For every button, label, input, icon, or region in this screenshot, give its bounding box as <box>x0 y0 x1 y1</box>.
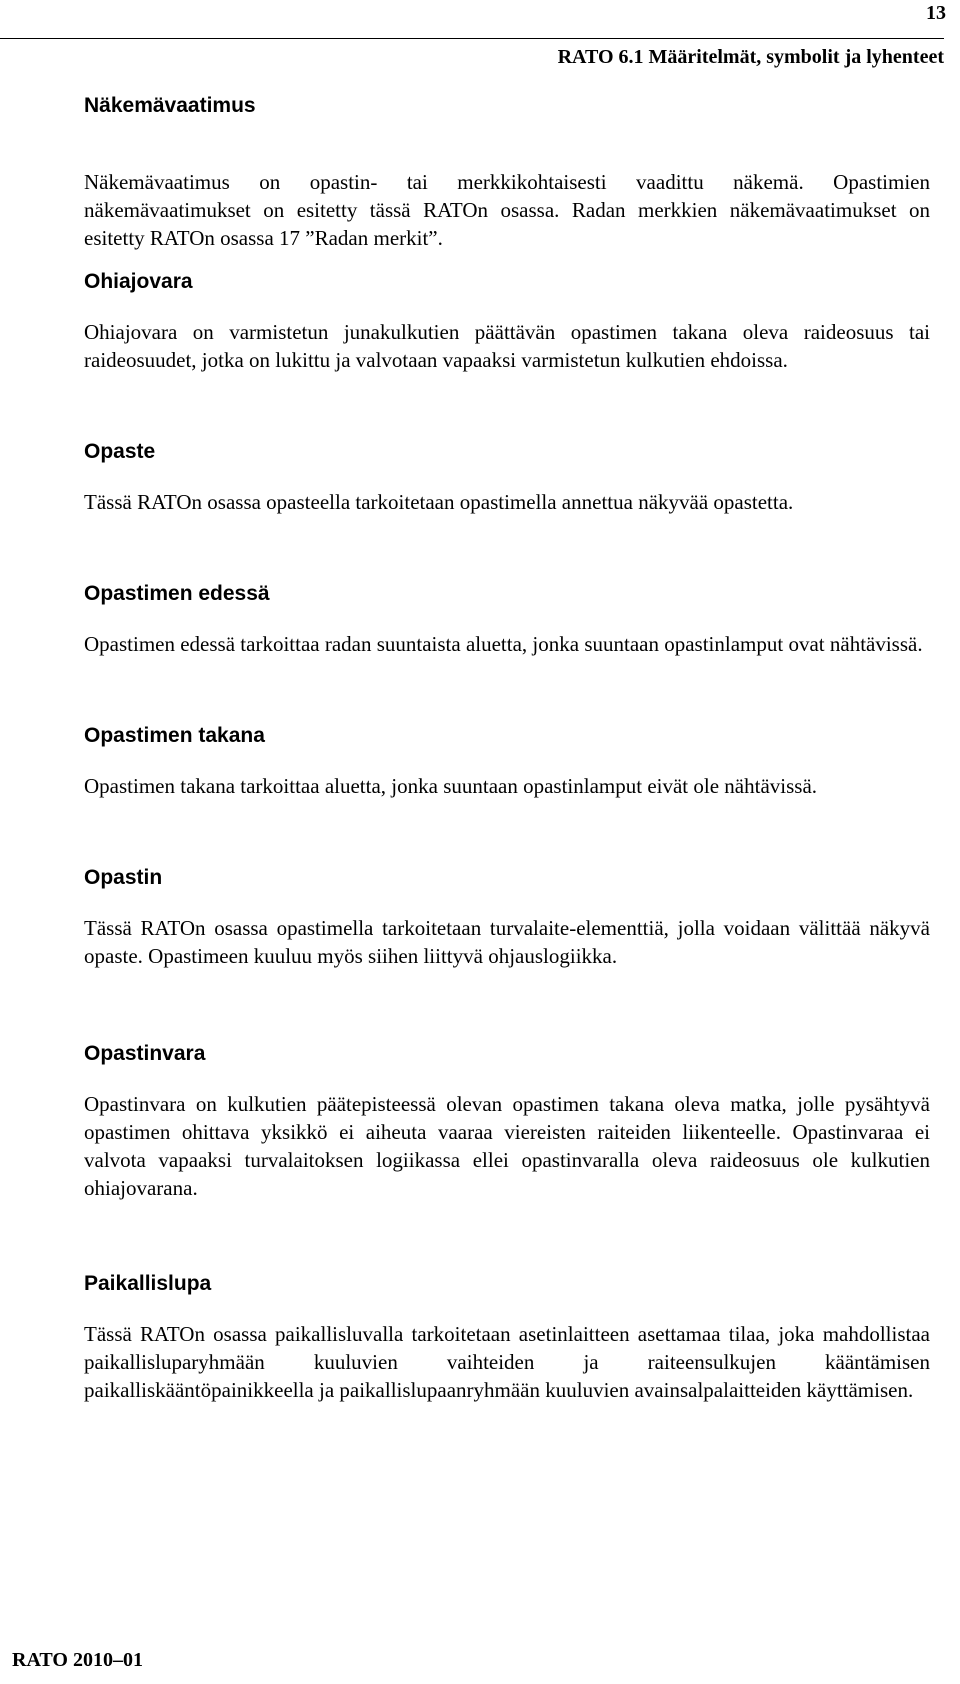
section-paikallislupa <box>84 1270 930 1404</box>
term-heading: Opaste <box>84 440 156 463</box>
term-definition: Näkemävaatimus on opastin- tai merkkikohtaisesti vaadittu näkemä. Opastimien näkemävaatimukset on esitetty tässä RATOn osassa. Radan merkkien näkemävaatimukset on esitetty RATOn osassa 17 ”Radan merkit”. <box>84 170 930 250</box>
page-number: 13 <box>926 2 946 24</box>
term-heading: Ohiajovara <box>84 270 193 293</box>
section-opaste <box>84 438 930 516</box>
term-heading: Opastimen takana <box>84 724 265 747</box>
section-opastimen-takana <box>84 722 930 800</box>
term-definition: Tässä RATOn osassa opastimella tarkoitetaan turvalaite-elementtiä, jolla voidaan välittää näkyvä opaste. Opastimeen kuuluu myös siihen liittyvä ohjauslogiikka. <box>84 916 930 968</box>
section-opastimen-edessa <box>84 580 930 658</box>
term-heading: Opastin <box>84 866 163 889</box>
section-nakemavaatimus <box>84 92 930 252</box>
running-header: RATO 6.1 Määritelmät, symbolit ja lyhenteet <box>0 38 944 73</box>
term-definition: Ohiajovara on varmistetun junakulkutien päättävän opastimen takana oleva raideosuus tai raideosuudet, jotka on lukittu ja valvotaan vapaaksi varmistetun kulkutien ehdoissa. <box>84 320 930 372</box>
term-definition: Tässä RATOn osassa opasteella tarkoitetaan opastimella annettua näkyvää opastetta. <box>84 490 794 514</box>
term-heading: Näkemävaatimus <box>84 94 256 117</box>
term-heading: Opastinvara <box>84 1042 206 1065</box>
term-heading: Opastimen edessä <box>84 582 270 605</box>
term-definition: Opastinvara on kulkutien päätepisteessä olevan opastimen takana oleva matka, jolle pysähtyvä opastimen ohittava yksikkö ei aiheuta vaaraa viereisten raiteiden liikenteelle. Opastinvaraa ei valvota vapaaksi turvalaitoksen logiikassa ellei opastinvaralla oleva raideosuus ole kulkutien ohiajovarana. <box>84 1092 930 1200</box>
section-opastin <box>84 864 930 970</box>
term-definition: Opastimen takana tarkoittaa aluetta, jonka suuntaan opastinlamput eivät ole nähtävissä. <box>84 774 818 798</box>
term-definition: Tässä RATOn osassa paikallisluvalla tarkoitetaan asetinlaitteen asettamaa tilaa, joka mahdollistaa paikallisluparyhmään kuuluvien vaihteiden ja raiteensulkujen kääntämisen paikalliskääntöpainikkeella ja paikallislupaanryhmään kuuluvien avainsalpalaitteiden käyttämisen. <box>84 1322 930 1402</box>
term-heading: Paikallislupa <box>84 1272 212 1295</box>
section-opastinvara <box>84 1040 930 1202</box>
footer-doc-code: RATO 2010–01 <box>12 1649 143 1671</box>
term-definition: Opastimen edessä tarkoittaa radan suuntaista aluetta, jonka suuntaan opastinlamput ovat nähtävissä. <box>84 632 923 656</box>
section-ohiajovara <box>84 268 930 374</box>
